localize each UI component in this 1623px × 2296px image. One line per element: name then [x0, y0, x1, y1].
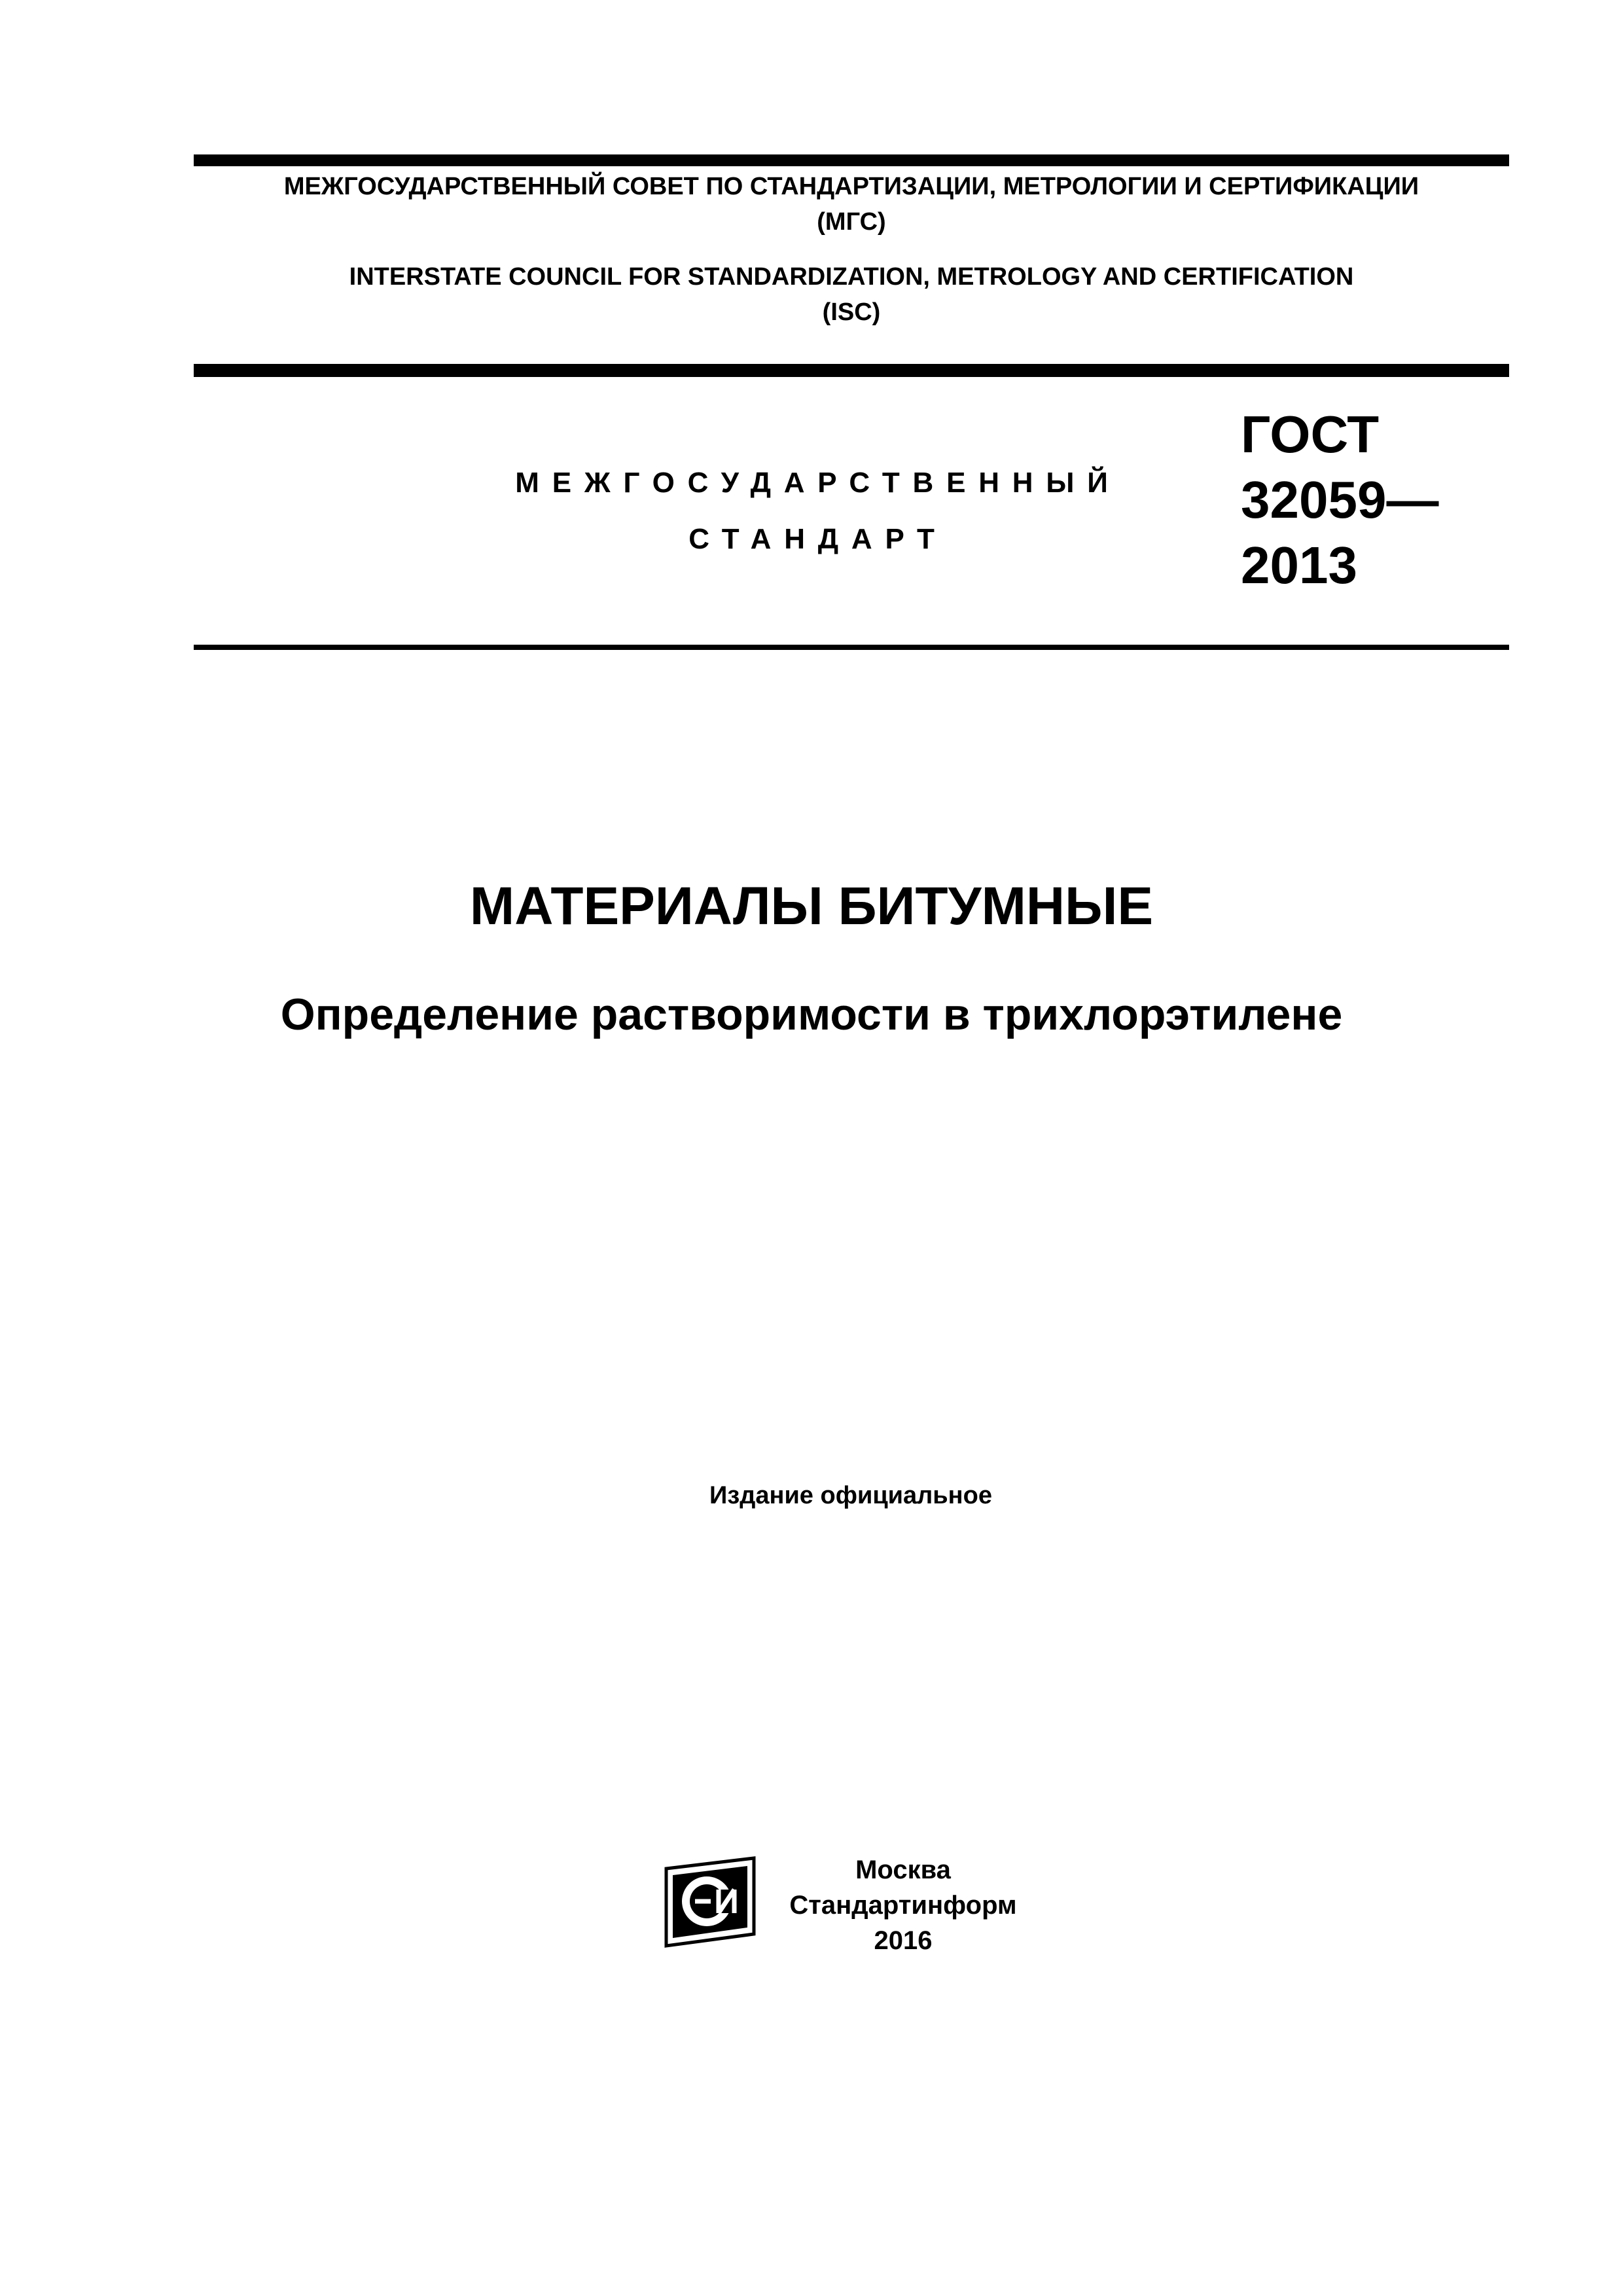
council-name-ru — [194, 169, 1509, 240]
council-name-en — [194, 259, 1509, 330]
bottom-rule — [194, 645, 1509, 650]
gost-year: 2013 — [1241, 536, 1357, 594]
gost-designation — [1241, 402, 1516, 598]
imprint-publisher: Стандартинформ — [789, 1891, 1017, 1920]
council-name-ru-line1: МЕЖГОСУДАРСТВЕННЫЙ СОВЕТ ПО СТАНДАРТИЗАЦИИ, МЕТРОЛОГИИ И СЕРТИФИКАЦИИ — [283, 173, 1419, 200]
imprint-year: 2016 — [874, 1926, 933, 1955]
middle-rule — [194, 364, 1509, 377]
gost-label: ГОСТ — [1241, 405, 1380, 463]
standard-kind-line1: МЕЖГОСУДАРСТВЕННЫЙ — [515, 467, 1121, 499]
imprint — [740, 1852, 1067, 1958]
edition-note: Издание официальное — [709, 1482, 992, 1509]
document-title: МАТЕРИАЛЫ БИТУМНЫЕ — [469, 876, 1154, 936]
imprint-city: Москва — [855, 1856, 951, 1884]
council-abbr-ru: (МГС) — [817, 208, 886, 236]
council-abbr-en: (ISC) — [822, 298, 881, 326]
standard-kind-line2: СТАНДАРТ — [688, 523, 948, 555]
council-name-en-line1: INTERSTATE COUNCIL FOR STANDARDIZATION, METROLOGY AND CERTIFICATION — [349, 263, 1354, 291]
gost-number: 32059— — [1241, 471, 1439, 529]
top-rule — [194, 154, 1509, 166]
document-subtitle: Определение растворимости в трихлорэтилене — [280, 990, 1343, 1039]
